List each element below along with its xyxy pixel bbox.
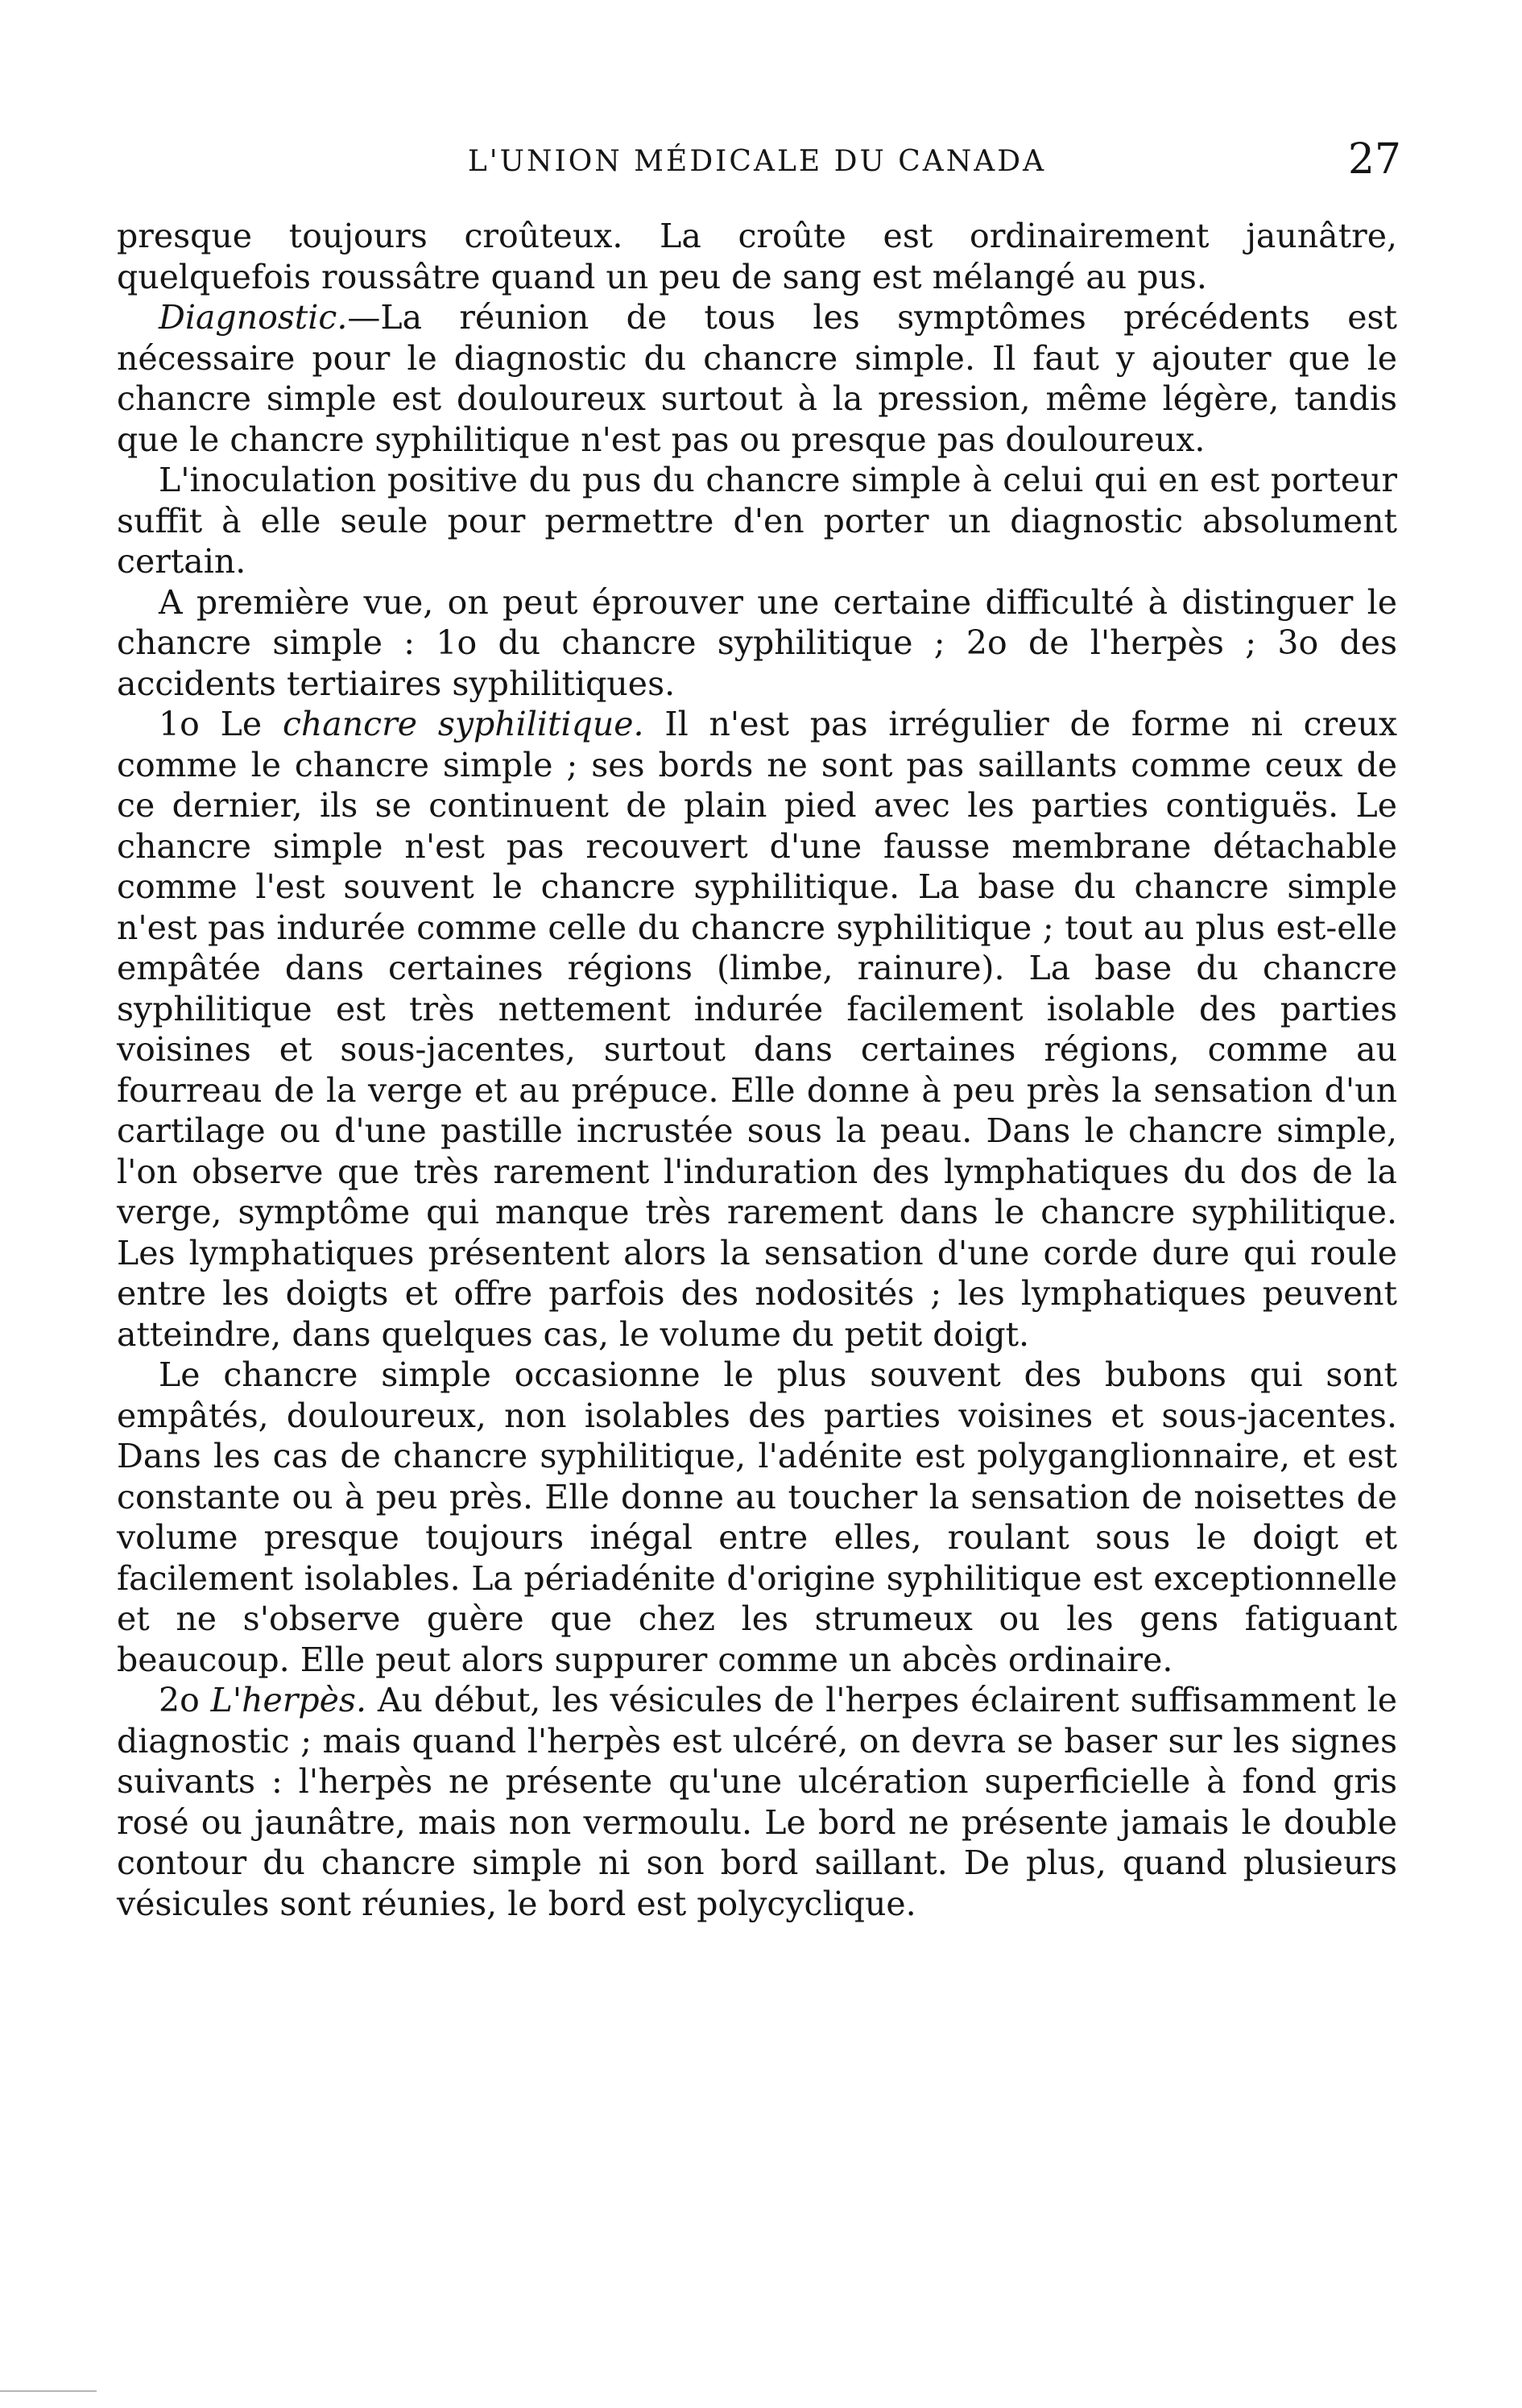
section-label-diagnostic: Diagnostic. bbox=[159, 298, 348, 337]
paragraph-differential: A première vue, on peut éprouver une certaine difficulté à distinguer le chancre simple : 1o du chancre syphilitique ; 2o de l'herpès ; 3o des accidents tertiaires syphilitiques. bbox=[117, 582, 1397, 703]
paragraph-herpes: 2o L'herpès. Au début, les vésicules de l'herpes éclairent suffisamment le diagnostic ; mais quand l'herpès est ulcéré, on devra se baser sur les signes suivants : l'herpès ne présente qu'une ulcération superficielle à fond gris rosé ou jaunâtre, mais non vermoulu. Le bord ne présente jamais le double contour du chancre simple ni son bord saillant. De plus, quand plusieurs vésicules sont réunies, le bord est polycyclique. bbox=[117, 1681, 1398, 1923]
paragraph-continuation: presque toujours croûteux. La croûte est ordinairement jaunâtre, quelquefois roussâtre quand un peu de sang est mélangé au pus. bbox=[117, 217, 1397, 296]
section-label-herpes: L'herpès. bbox=[210, 1681, 366, 1719]
paragraph-diagnostic: Diagnostic.—La réunion de tous les symptômes précédents est nécessaire pour le diagnostic du chancre simple. Il faut y ajouter que le chancre simple est douloureux surtout à la pression, même légère, tandis que le chancre syphilitique n'est pas ou presque pas douloureux. bbox=[117, 298, 1397, 459]
page-number: 27 bbox=[1347, 135, 1401, 184]
paragraph-inoculation: L'inoculation positive du pus du chancre simple à celui qui en est porteur suffit à elle seule pour permettre d'en porter un diagnostic absolument certain. bbox=[117, 461, 1397, 581]
running-head bbox=[113, 135, 1401, 184]
section-label-chancre-syphilitique: chancre syphilitique. bbox=[282, 705, 644, 743]
scan-edge-mark bbox=[0, 2390, 97, 2392]
paragraph-chancre-syphilitique: 1o Le chancre syphilitique. Il n'est pas irrégulier de forme ni creux comme le chancre simple ; ses bords ne sont pas saillants comme ceux de ce dernier, ils se continuent de plain pied avec les parties contiguës. Le chancre simple n'est pas recouvert d'une fausse membrane détachable comme l'est souvent le chancre syphilitique. La base du chancre simple n'est pas indurée comme celle du chancre syphilitique ; tout au plus est-elle empâtée dans certaines régions (limbe, rainure). La base du chancre syphilitique est très nettement indurée facilement isolable des parties voisines et sous-jacentes, surtout dans certaines régions, comme au fourreau de la verge et au prépuce. Elle donne à peu près la sensation d'un cartilage ou d'une pastille incrustée sous la peau. Dans le chancre simple, l'on observe que très rarement l'induration des lymphatiques du dos de la verge, symptôme qui manque très rarement dans le chancre syphilitique. Les lymphatiques présentent alors la sensation d'une corde dure qui roule entre les doigts et offre parfois des nodosités ; les lymphatiques peuvent atteindre, dans quelques cas, le volume du petit doigt. bbox=[117, 705, 1397, 1354]
running-title: L'UNION MÉDICALE DU CANADA bbox=[467, 145, 1047, 178]
paragraph-bubons: Le chancre simple occasionne le plus souvent des bubons qui sont empâtés, douloureux, non isolables des parties voisines et sous-jacentes. Dans les cas de chancre syphilitique, l'adénite est polyganglionnaire, et est constante ou à peu près. Elle donne au toucher la sensation de noisettes de volume presque toujours inégal entre elles, roulant sous le doigt et facilement isolables. La périadénite d'origine syphilitique est exceptionnelle et ne s'observe guère que chez les strumeux ou les gens fatiguant beaucoup. Elle peut alors suppurer comme un abcès ordinaire. bbox=[117, 1355, 1397, 1679]
body-text bbox=[117, 216, 1397, 1924]
